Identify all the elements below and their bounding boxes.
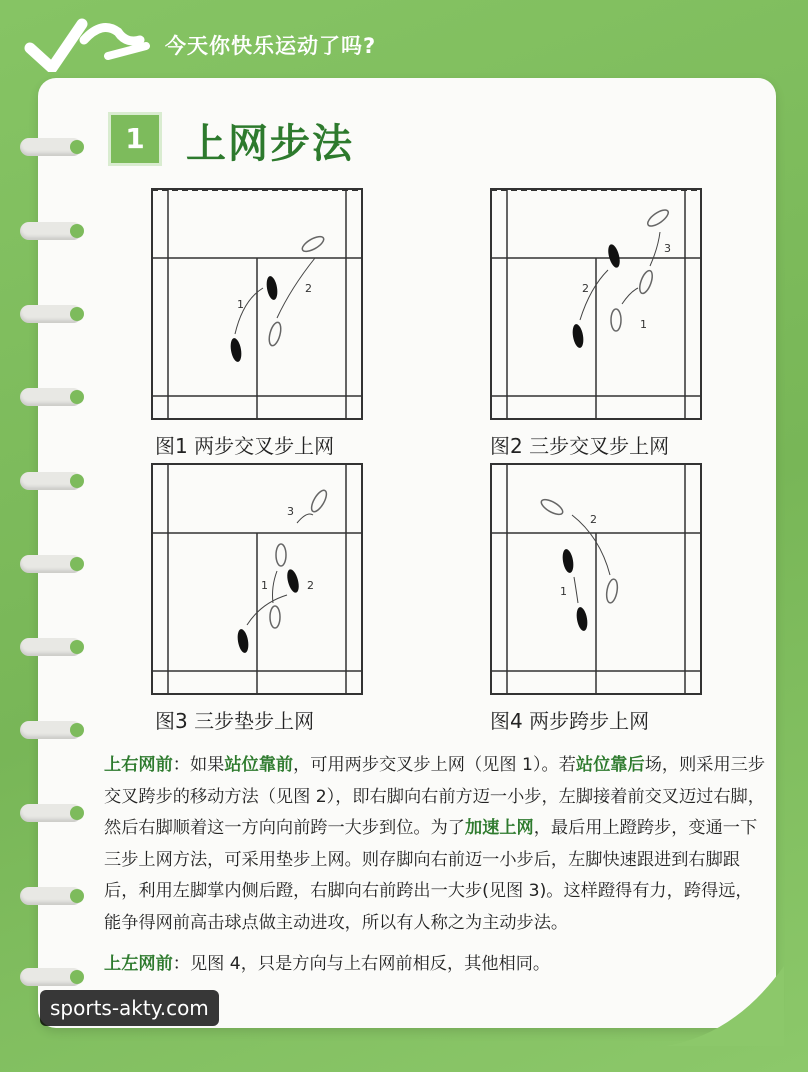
ring-icon — [12, 802, 82, 824]
ring-icon — [12, 966, 82, 988]
section-title: 上网步法 — [186, 121, 354, 167]
footprint-icon — [270, 606, 280, 628]
footprint-icon — [300, 234, 326, 255]
footprint-icon — [267, 321, 283, 347]
step-label: 1 — [237, 298, 244, 311]
step-label: 2 — [590, 513, 597, 526]
ring-icon — [12, 553, 82, 575]
step-label: 1 — [261, 579, 268, 592]
ring-icon — [12, 885, 82, 907]
court-diagram-1 — [151, 188, 363, 420]
step-label: 2 — [582, 282, 589, 295]
step-label: 3 — [287, 505, 294, 518]
step-label: 2 — [307, 579, 314, 592]
footprint-icon — [637, 269, 655, 295]
footprint-icon — [575, 606, 589, 631]
ring-icon — [12, 136, 82, 158]
footprint-icon — [236, 628, 250, 653]
step-label: 2 — [305, 282, 312, 295]
step-label: 1 — [640, 318, 647, 331]
figure-caption-3: 图3 三步垫步上网 — [155, 709, 315, 733]
footprint-icon — [571, 323, 585, 348]
footprint-icon — [561, 548, 575, 573]
term-back-position: 站位靠后 — [575, 755, 645, 775]
header-tagline: 今天你快乐运动了吗? — [165, 34, 377, 58]
paragraph-right-net: 上右网前：如果站位靠前，可用两步交叉步上网（见图 1）。若站位靠后场，则采用三步交叉跨步的移动方法（见图 2），即右脚向右前方迈一小步，左脚接着前交叉迈过右脚，然后右脚顺着这一方向向前跨一大步到位。为了加速上网，最后用上蹬跨步，变通一下三步上网方法，可采用垫步上网。则存脚向右前迈一小步后，左脚快速跟进到右脚跟后，利用左脚掌内侧后蹬，右脚向右前跨出一大步(见图 3)。这样蹬得有力，跨得远，能争得网前高击球点做主动进攻，所以有人称之为主动步法。 — [104, 755, 766, 933]
court-diagram-2 — [490, 188, 702, 420]
step-label: 1 — [560, 585, 567, 598]
term-left-net: 上左网前 — [104, 954, 173, 974]
footprint-icon — [265, 275, 279, 300]
footprint-icon — [539, 497, 565, 518]
footprint-icon — [309, 488, 330, 514]
footprint-icon — [229, 337, 243, 362]
watermark-label: sports-akty.com — [40, 990, 219, 1026]
footprint-icon — [285, 568, 301, 594]
footprint-icon — [611, 309, 621, 331]
section-number: 1 — [108, 112, 162, 166]
figure-caption-2: 图2 三步交叉步上网 — [490, 434, 670, 458]
figure-caption-1: 图1 两步交叉步上网 — [155, 434, 335, 458]
ring-icon — [12, 386, 82, 408]
ring-icon — [12, 636, 82, 658]
ring-icon — [12, 303, 82, 325]
ring-icon — [12, 719, 82, 741]
term-speed-up: 加速上网 — [464, 818, 534, 838]
logo-check-icon — [22, 10, 152, 72]
court-diagram-3 — [151, 463, 363, 695]
paragraph-left-net: 上左网前：见图 4，只是方向与上右网前相反，其他相同。 — [104, 954, 551, 974]
footprint-icon — [645, 207, 670, 229]
court-diagram-4 — [490, 463, 702, 695]
ring-icon — [12, 220, 82, 242]
body-text — [104, 750, 768, 981]
footprint-icon — [605, 578, 619, 603]
term-front-position: 站位靠前 — [224, 755, 294, 775]
term-right-net: 上右网前 — [104, 755, 173, 775]
figure-caption-4: 图4 两步跨步上网 — [490, 709, 650, 733]
footprint-icon — [276, 544, 286, 566]
ring-icon — [12, 470, 82, 492]
step-label: 3 — [664, 242, 671, 255]
footprint-icon — [606, 243, 622, 269]
